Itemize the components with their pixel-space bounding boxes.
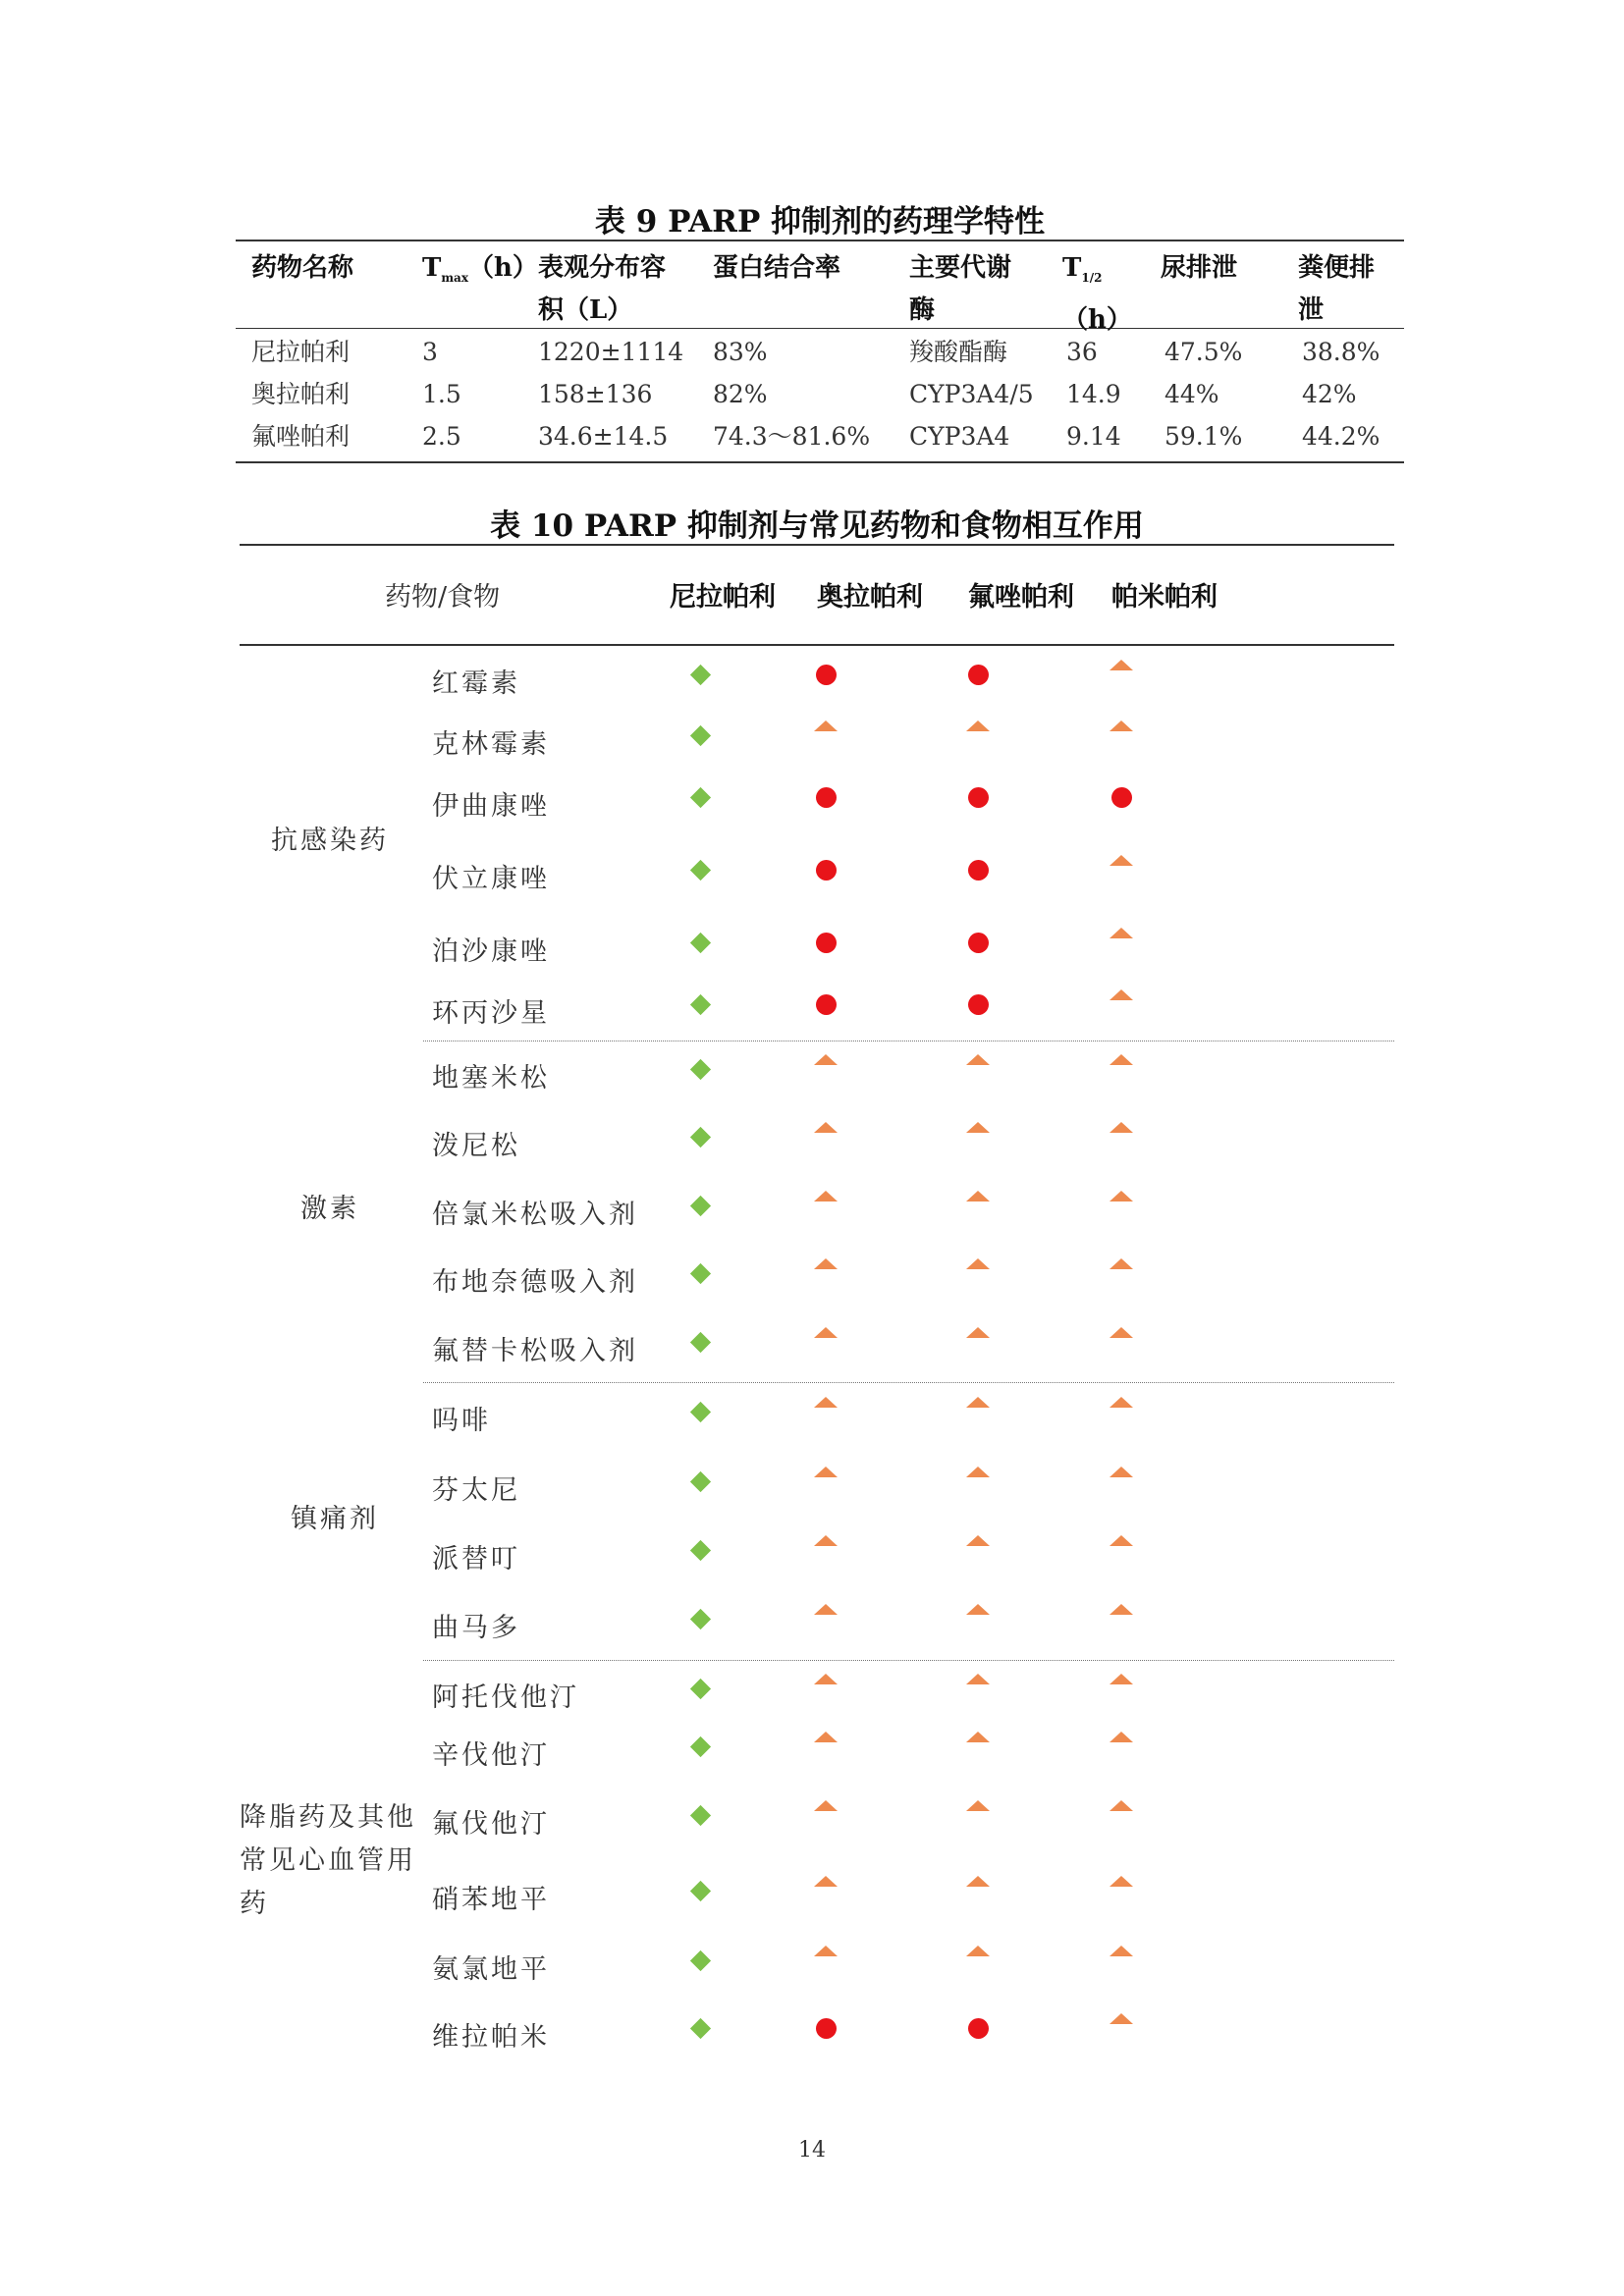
orange-triangle-icon xyxy=(814,1191,838,1201)
category-label-line: 常见心血管用 xyxy=(240,1845,416,1876)
cell-enzyme: CYP3A4 xyxy=(909,422,1010,451)
drug-item-name: 地塞米松 xyxy=(432,1063,550,1094)
orange-triangle-icon xyxy=(1110,2013,1133,2024)
category-label-line: 药 xyxy=(240,1889,269,1919)
header-vd-line2: 积（L） xyxy=(538,295,633,325)
category-label: 激素 xyxy=(300,1194,359,1224)
orange-triangle-icon xyxy=(1110,1946,1133,1956)
orange-triangle-icon xyxy=(966,1397,990,1408)
orange-triangle-icon xyxy=(1110,1258,1133,1269)
cell-pb: 74.3～81.6% xyxy=(713,422,871,451)
cell-vd: 158±136 xyxy=(538,380,653,408)
table-row xyxy=(236,373,1404,415)
header-pamiparib: 帕米帕利 xyxy=(1111,582,1218,613)
header-feces xyxy=(1298,247,1375,332)
green-diamond-icon xyxy=(690,1127,711,1148)
green-diamond-icon xyxy=(690,1805,711,1826)
drug-item-name: 环丙沙星 xyxy=(432,998,550,1029)
table9-caption: 表 9 PARP 抑制剂的药理学特性 xyxy=(594,204,1046,240)
cell-feces: 42% xyxy=(1302,380,1357,408)
green-diamond-icon xyxy=(690,1196,711,1216)
cell-urine: 47.5% xyxy=(1164,338,1243,366)
header-drug-food: 药物/食物 xyxy=(385,582,501,613)
orange-triangle-icon xyxy=(814,1604,838,1615)
header-enzyme-line1: 主要代谢 xyxy=(909,253,1012,283)
cell-thalf: 9.14 xyxy=(1066,422,1121,451)
drug-item-name: 阿托伐他汀 xyxy=(432,1682,579,1713)
green-diamond-icon xyxy=(690,860,711,881)
green-diamond-icon xyxy=(690,665,711,685)
drug-item-name: 泊沙康唑 xyxy=(432,936,550,967)
drug-item-name: 曲马多 xyxy=(432,1613,520,1643)
drug-item-name: 克林霉素 xyxy=(432,729,550,760)
cell-enzyme: CYP3A4/5 xyxy=(909,380,1034,408)
header-feces-line2: 泄 xyxy=(1298,295,1325,325)
cell-tmax: 3 xyxy=(422,338,438,366)
cell-vd: 1220±1114 xyxy=(538,338,684,366)
green-diamond-icon xyxy=(690,787,711,808)
cell-drug: 氟唑帕利 xyxy=(251,422,351,451)
cell-pb: 82% xyxy=(713,380,768,408)
header-thalf xyxy=(1062,247,1132,342)
orange-triangle-icon xyxy=(814,1122,838,1133)
red-dot-icon xyxy=(816,933,837,953)
drug-item-name: 辛伐他汀 xyxy=(432,1740,550,1771)
orange-triangle-icon xyxy=(814,721,838,731)
drug-item-name: 硝苯地平 xyxy=(432,1885,550,1915)
header-tmax xyxy=(422,247,538,299)
header-enzyme-line2: 酶 xyxy=(909,295,936,325)
orange-triangle-icon xyxy=(814,1800,838,1811)
orange-triangle-icon xyxy=(1110,1327,1133,1338)
table9 xyxy=(236,240,1404,463)
category-label: 镇痛剂 xyxy=(291,1504,379,1534)
header-tmax-sub: max xyxy=(441,271,468,286)
header-olaparib: 奥拉帕利 xyxy=(817,582,923,613)
drug-item-name: 氟伐他汀 xyxy=(432,1809,550,1840)
cell-drug: 奥拉帕利 xyxy=(251,380,351,408)
red-dot-icon xyxy=(968,860,989,881)
drug-item-name: 布地奈德吸入剂 xyxy=(432,1267,638,1298)
cell-urine: 44% xyxy=(1164,380,1219,408)
orange-triangle-icon xyxy=(966,1946,990,1956)
orange-triangle-icon xyxy=(814,1732,838,1742)
cell-feces: 44.2% xyxy=(1302,422,1380,451)
green-diamond-icon xyxy=(690,1950,711,1971)
orange-triangle-icon xyxy=(1110,928,1133,938)
orange-triangle-icon xyxy=(814,1258,838,1269)
green-diamond-icon xyxy=(690,1736,711,1757)
header-urine: 尿排泄 xyxy=(1161,253,1238,283)
orange-triangle-icon xyxy=(966,1122,990,1133)
orange-triangle-icon xyxy=(1110,1122,1133,1133)
header-protein-binding: 蛋白结合率 xyxy=(713,253,841,283)
header-thalf-sub: 1/2 xyxy=(1081,271,1103,286)
orange-triangle-icon xyxy=(1110,1604,1133,1615)
green-diamond-icon xyxy=(690,2018,711,2039)
orange-triangle-icon xyxy=(1110,1467,1133,1477)
header-thalf-unit: （h） xyxy=(1062,305,1132,336)
orange-triangle-icon xyxy=(966,1876,990,1887)
drug-item-name: 维拉帕米 xyxy=(432,2022,550,2053)
red-dot-icon xyxy=(968,2018,989,2039)
red-dot-icon xyxy=(816,2018,837,2039)
drug-item-name: 氨氯地平 xyxy=(432,1954,550,1985)
category-label-line: 降脂药及其他 xyxy=(240,1802,416,1833)
table10-header xyxy=(240,546,1394,644)
group-divider xyxy=(423,1660,1394,1661)
header-niraparib: 尼拉帕利 xyxy=(670,582,776,613)
cell-vd: 34.6±14.5 xyxy=(538,422,669,451)
green-diamond-icon xyxy=(690,1059,711,1080)
green-diamond-icon xyxy=(690,1679,711,1699)
header-thalf-main: T xyxy=(1062,253,1082,283)
orange-triangle-icon xyxy=(966,1467,990,1477)
orange-triangle-icon xyxy=(966,721,990,731)
red-dot-icon xyxy=(968,665,989,685)
header-tmax-main: T xyxy=(422,253,442,283)
orange-triangle-icon xyxy=(1110,721,1133,731)
group-divider xyxy=(423,1382,1394,1383)
orange-triangle-icon xyxy=(814,1054,838,1065)
green-diamond-icon xyxy=(690,1471,711,1492)
drug-item-name: 吗啡 xyxy=(432,1406,491,1436)
green-diamond-icon xyxy=(690,994,711,1015)
header-vd xyxy=(538,247,666,332)
orange-triangle-icon xyxy=(966,1258,990,1269)
table10-header-rule xyxy=(240,644,1394,646)
orange-triangle-icon xyxy=(814,1397,838,1408)
orange-triangle-icon xyxy=(814,1467,838,1477)
cell-tmax: 1.5 xyxy=(422,380,461,408)
drug-item-name: 伊曲康唑 xyxy=(432,791,550,822)
orange-triangle-icon xyxy=(1110,1397,1133,1408)
orange-triangle-icon xyxy=(814,1876,838,1887)
table9-header xyxy=(236,241,1404,336)
header-enzyme xyxy=(909,247,1011,332)
orange-triangle-icon xyxy=(1110,1674,1133,1684)
orange-triangle-icon xyxy=(966,1674,990,1684)
drug-item-name: 氟替卡松吸入剂 xyxy=(432,1336,638,1366)
orange-triangle-icon xyxy=(1110,1054,1133,1065)
cell-tmax: 2.5 xyxy=(422,422,461,451)
orange-triangle-icon xyxy=(1110,1535,1133,1546)
orange-triangle-icon xyxy=(966,1604,990,1615)
green-diamond-icon xyxy=(690,1881,711,1901)
header-drug-name: 药物名称 xyxy=(251,253,354,283)
orange-triangle-icon xyxy=(1110,989,1133,1000)
cell-drug: 尼拉帕利 xyxy=(251,338,351,366)
cell-feces: 38.8% xyxy=(1302,338,1380,366)
green-diamond-icon xyxy=(690,1402,711,1422)
table-row xyxy=(236,331,1404,373)
red-dot-icon xyxy=(1111,787,1132,808)
table-row xyxy=(236,415,1404,457)
orange-triangle-icon xyxy=(1110,660,1133,670)
cell-thalf: 36 xyxy=(1066,338,1098,366)
orange-triangle-icon xyxy=(966,1054,990,1065)
red-dot-icon xyxy=(816,787,837,808)
drug-item-name: 泼尼松 xyxy=(432,1131,520,1161)
drug-item-name: 芬太尼 xyxy=(432,1475,520,1506)
orange-triangle-icon xyxy=(966,1327,990,1338)
orange-triangle-icon xyxy=(966,1732,990,1742)
green-diamond-icon xyxy=(690,1332,711,1353)
drug-item-name: 伏立康唑 xyxy=(432,864,550,894)
red-dot-icon xyxy=(816,665,837,685)
orange-triangle-icon xyxy=(814,1535,838,1546)
orange-triangle-icon xyxy=(814,1674,838,1684)
red-dot-icon xyxy=(816,994,837,1015)
cell-urine: 59.1% xyxy=(1164,422,1243,451)
table10-caption: 表 10 PARP 抑制剂与常见药物和食物相互作用 xyxy=(490,508,1144,544)
header-fluzoparib: 氟唑帕利 xyxy=(968,582,1074,613)
orange-triangle-icon xyxy=(966,1191,990,1201)
orange-triangle-icon xyxy=(1110,855,1133,866)
red-dot-icon xyxy=(816,860,837,881)
green-diamond-icon xyxy=(690,1263,711,1284)
category-label xyxy=(240,1796,416,1926)
category-label: 抗感染药 xyxy=(271,826,389,856)
orange-triangle-icon xyxy=(1110,1191,1133,1201)
red-dot-icon xyxy=(968,933,989,953)
orange-triangle-icon xyxy=(1110,1800,1133,1811)
page-number: 14 xyxy=(798,2138,826,2163)
green-diamond-icon xyxy=(690,1540,711,1561)
green-diamond-icon xyxy=(690,725,711,746)
header-feces-line1: 粪便排 xyxy=(1298,253,1376,283)
orange-triangle-icon xyxy=(814,1946,838,1956)
drug-item-name: 红霉素 xyxy=(432,668,520,699)
orange-triangle-icon xyxy=(966,1800,990,1811)
orange-triangle-icon xyxy=(1110,1732,1133,1742)
table9-body xyxy=(236,329,1404,461)
green-diamond-icon xyxy=(690,933,711,953)
header-tmax-unit: （h） xyxy=(468,253,538,283)
cell-enzyme: 羧酸酯酶 xyxy=(909,338,1008,366)
green-diamond-icon xyxy=(690,1609,711,1629)
red-dot-icon xyxy=(968,994,989,1015)
red-dot-icon xyxy=(968,787,989,808)
drug-item-name: 倍氯米松吸入剂 xyxy=(432,1200,638,1230)
drug-item-name: 派替叮 xyxy=(432,1544,520,1575)
cell-thalf: 14.9 xyxy=(1066,380,1121,408)
orange-triangle-icon xyxy=(966,1535,990,1546)
orange-triangle-icon xyxy=(1110,1876,1133,1887)
cell-pb: 83% xyxy=(713,338,768,366)
header-vd-line1: 表观分布容 xyxy=(538,253,667,283)
orange-triangle-icon xyxy=(814,1327,838,1338)
